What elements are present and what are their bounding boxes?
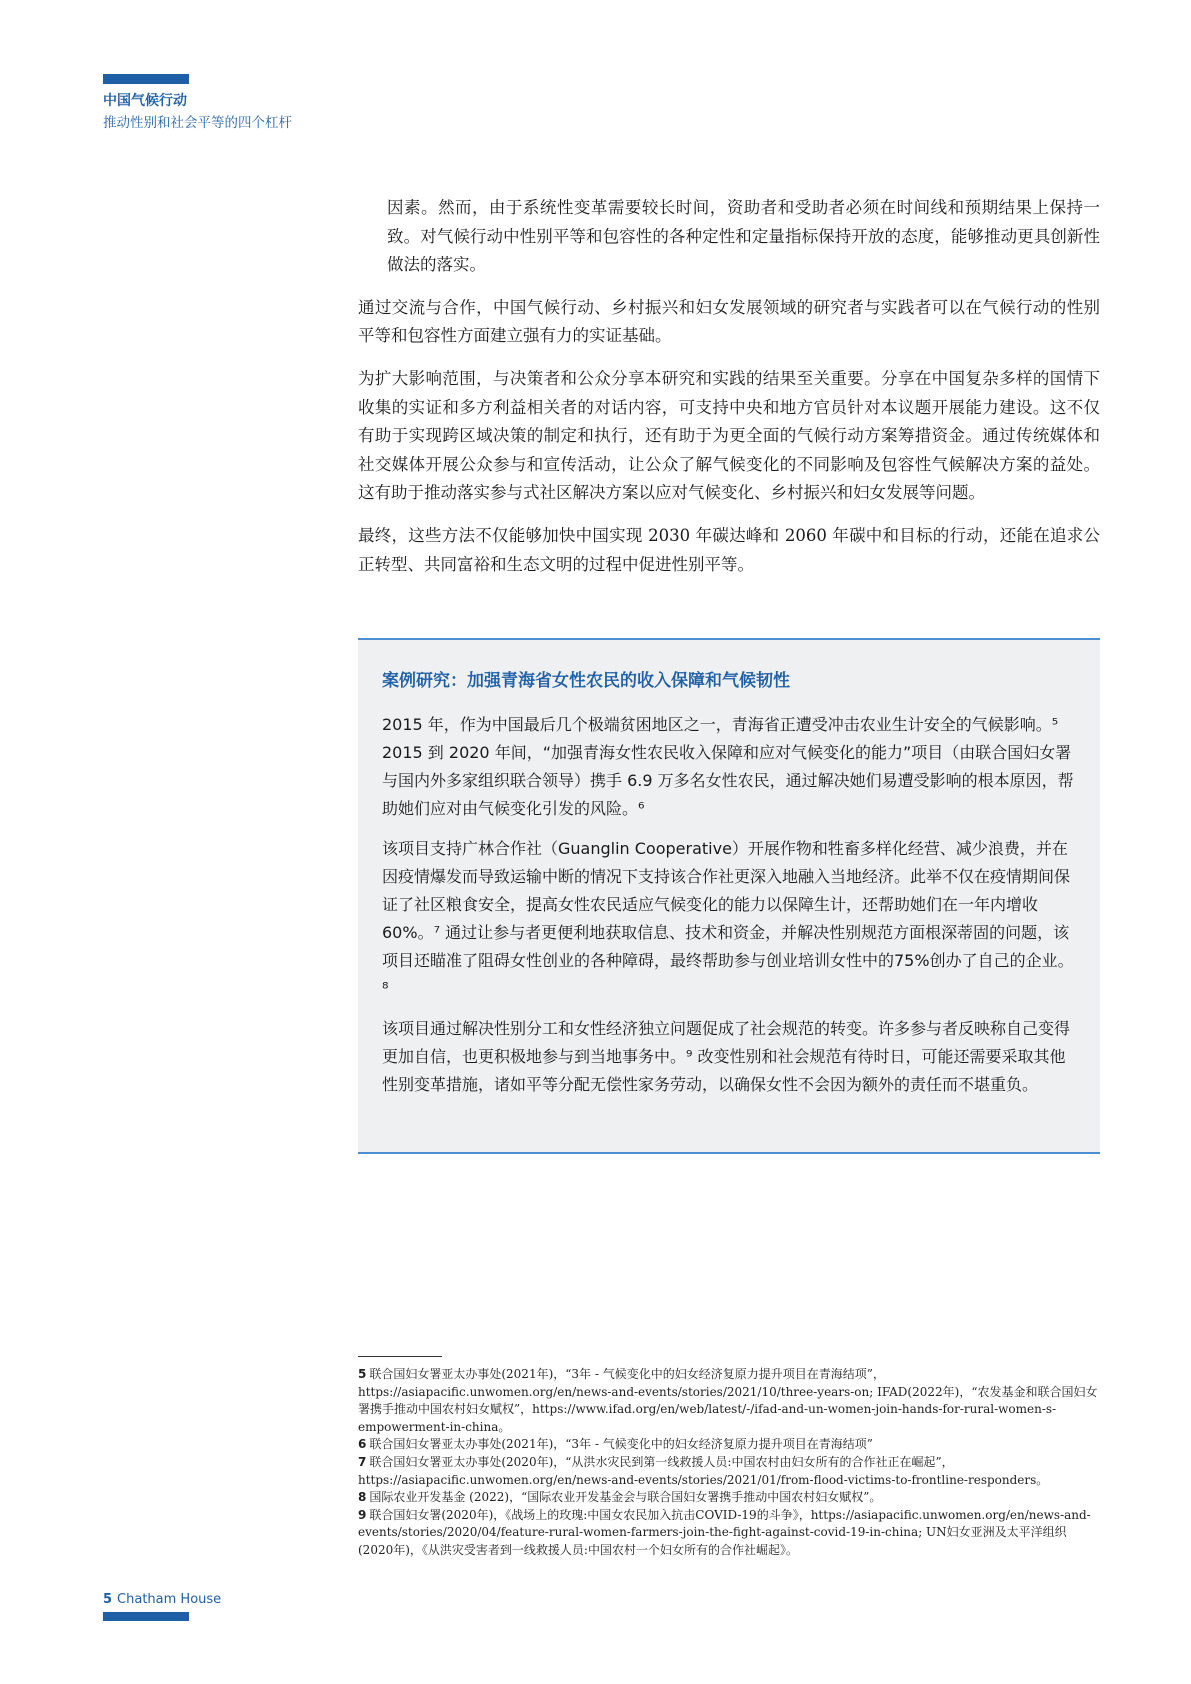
body-paragraph: 因素。然而，由于系统性变革需要较长时间，资助者和受助者必须在时间线和预期结果上保持一致。对气候行动中性别平等和包容性的各种定性和定量指标保持开放的态度，能够推动更具创新性做法的落实。	[387, 198, 1100, 275]
footer-accent-bar	[103, 1612, 189, 1621]
body-paragraph: 为扩大影响范围，与决策者和公众分享本研究和实践的结果至关重要。分享在中国复杂多样的国情下收集的实证和多方利益相关者的对话内容，可支持中央和地方官员针对本议题开展能力建设。这不仅有助于实现跨区域决策的制定和执行，还有助于为更全面的气候行动方案筹措资金。通过传统媒体和社交媒体开展公众参与和宣传活动，让公众了解气候变化的不同影响及包容性气候解决方案的益处。这有助于推动落实参与式社区解决方案以应对气候变化、乡村振兴和妇女发展等问题。	[358, 368, 1100, 503]
footnote	[358, 1366, 1100, 1436]
case-study-paragraph: 2015 年，作为中国最后几个极端贫困地区之一，青海省正遭受冲击农业生计安全的气候影响。⁵ 2015 到 2020 年间，“加强青海女性农民收入保障和应对气候变化的能力”项目（由联合国妇女署与国内外多家组织联合领导）携手 6.9 万多名女性农民，通过解决她们易遭受影响的根本原因，帮助她们应对由气候变化引发的风险。⁶	[382, 715, 1074, 818]
footnote-number: 8	[358, 1490, 367, 1505]
footnote-text: 联合国妇女署亚太办事处(2020年)，“从洪水灾民到第一线救援人员:中国农村由妇女所有的合作社正在崛起”，https://asiapacific.unwomen.org/en/news-and-events/stories/2021/01/from-flood-victims-to-frontline-responders。	[358, 1454, 1049, 1487]
footnote-text: 联合国妇女署(2020年)，《战场上的玫瑰:中国女农民加入抗击COVID-19的斗争》，https://asiapacific.unwomen.org/en/news-and-events/stories/2020/04/feature-rural-women-farmers-join-the-fight-against-covid-19-in-china; UN妇女亚洲及太平洋组织(2020年)，《从洪灾受害者到一线救援人员:中国农村一个妇女所有的合作社崛起》。	[358, 1507, 1091, 1557]
footnote-number: 5	[358, 1367, 367, 1381]
running-header-title: 中国气候行动	[103, 93, 187, 109]
page-number: 5	[103, 1592, 113, 1607]
footnote-number: 7	[358, 1454, 367, 1469]
footnote-text: 联合国妇女署亚太办事处(2021年)，“3年 - 气候变化中的妇女经济复原力提升项目在青海结项”，https://asiapacific.unwomen.org/en/news-and-events/stories/2021/10/three-years-on; IFAD(2022年)，“农发基金和联合国妇女署携手推动中国农村妇女赋权”，https://www.ifad.org/en/web/latest/-/ifad-and-un-women-join-hands-for-rural-women-s-empowerment-in-china。	[358, 1367, 1098, 1434]
case-study-box	[358, 638, 1100, 1154]
case-study-paragraph: 该项目支持广林合作社（Guanglin Cooperative）开展作物和牲畜多样化经营、减少浪费，并在因疫情爆发而导致运输中断的情况下支持该合作社更深入地融入当地经济。此举不仅在疫情期间保证了社区粮食安全，提高女性农民适应气候变化的能力以保障生计，还帮助她们在一年内增收60%。⁷ 通过让参与者更便利地获取信息、技术和资金，并解决性别规范方面根深蒂固的问题，该项目还瞄准了阻碍女性创业的各种障碍，最终帮助参与创业培训女性中的75%创办了自己的企业。⁸	[382, 839, 1074, 998]
footnotes	[358, 1366, 1100, 1560]
main-text	[358, 194, 1100, 593]
footnote-text: 国际农业开发基金 (2022)，“国际农业开发基金会与联合国妇女署携手推动中国农村妇女赋权”。	[369, 1490, 882, 1505]
footnote	[358, 1436, 1100, 1454]
footnote-number: 6	[358, 1437, 367, 1452]
body-paragraph: 通过交流与合作，中国气候行动、乡村振兴和妇女发展领域的研究者与实践者可以在气候行动的性别平等和包容性方面建立强有力的实证基础。	[358, 297, 1100, 346]
publisher-name: Chatham House	[117, 1592, 222, 1607]
case-study-title: 案例研究：加强青海省女性农民的收入保障和气候韧性	[382, 671, 790, 691]
footnote-text: 联合国妇女署亚太办事处(2021年)，“3年 - 气候变化中的妇女经济复原力提升项目在青海结项”	[369, 1437, 873, 1452]
footnote-divider	[358, 1356, 442, 1357]
running-header-subtitle: 推动性别和社会平等的四个杠杆	[103, 115, 292, 131]
footnote	[358, 1507, 1100, 1560]
footnote	[358, 1454, 1100, 1489]
footnote	[358, 1489, 1100, 1507]
page-footer	[103, 1592, 221, 1607]
case-study-paragraph: 该项目通过解决性别分工和女性经济独立问题促成了社会规范的转变。许多参与者反映称自己变得更加自信，也更积极地参与到当地事务中。⁹ 改变性别和社会规范有待时日，可能还需要采取其他性别变革措施，诸如平等分配无偿性家务劳动，以确保女性不会因为额外的责任而不堪重负。	[382, 1019, 1071, 1094]
header-accent-bar	[103, 74, 189, 84]
body-paragraph: 最终，这些方法不仅能够加快中国实现 2030 年碳达峰和 2060 年碳中和目标的行动，还能在追求公正转型、共同富裕和生态文明的过程中促进性别平等。	[358, 525, 1100, 574]
footnote-number: 9	[358, 1507, 367, 1522]
